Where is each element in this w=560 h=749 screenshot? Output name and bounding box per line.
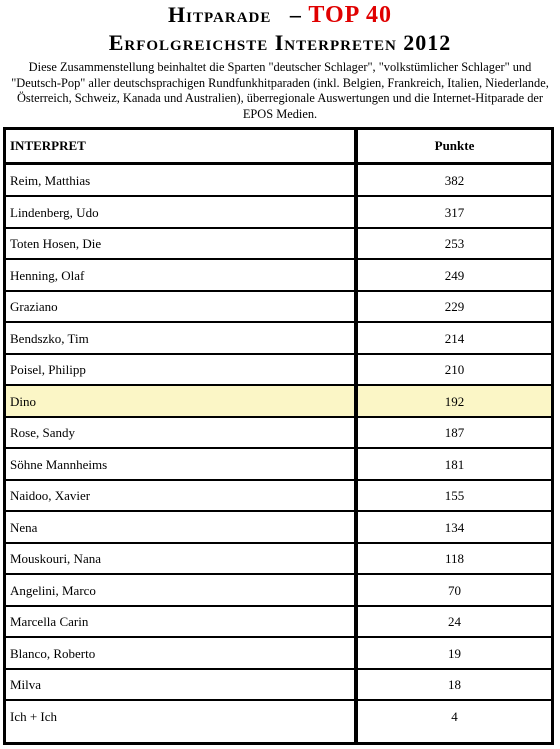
interpret-name: Lindenberg, Udo: [10, 204, 99, 220]
table-row: [6, 291, 551, 322]
interpret-name: Rose, Sandy: [10, 425, 75, 440]
table-row: [6, 449, 551, 480]
points-value: 70: [448, 582, 461, 598]
table-row: [6, 197, 551, 228]
title-dash: –: [289, 2, 302, 27]
interpret-name: Reim, Matthias: [10, 173, 91, 188]
points-value: 187: [444, 425, 465, 440]
points-value: 192: [444, 393, 465, 409]
table-row: [6, 354, 551, 385]
title-highlight: TOP 40: [308, 2, 392, 28]
table-row: [6, 606, 551, 637]
table-row: [6, 543, 551, 574]
points-value: 229: [444, 299, 465, 314]
interpret-name: Marcella Carin: [10, 614, 89, 629]
table-row: [6, 638, 551, 669]
interpret-name: Blanco, Roberto: [10, 645, 96, 661]
interpret-name: Nena: [10, 519, 38, 535]
table-header: [6, 130, 551, 163]
table-row: [6, 386, 551, 417]
points-value: 249: [444, 267, 465, 283]
column-divider: [354, 130, 358, 742]
points-value: 4: [451, 708, 458, 724]
intro-text: Diese Zusammenstellung beinhaltet die Sparten "deutscher Schlager", "volkstümlicher Schlager" und "Deutsch-Pop" aller deutschsprachigen Rundfunkhitparaden (inkl. Belgien, Frankreich, Italien, Niederlande, Österreich, Schweiz, Kanada und Australien), überregionale Auswertungen und die Internet-Hitparade der EPOS Medien.: [11, 60, 549, 121]
header-points: Punkte: [434, 138, 475, 153]
page-subtitle: Erfolgreichste Interpreten 2012: [108, 30, 452, 55]
table-row: [6, 165, 551, 196]
interpret-name: Graziano: [10, 299, 58, 314]
points-value: 253: [444, 236, 465, 251]
points-value: 118: [444, 551, 465, 566]
points-value: 24: [448, 614, 461, 629]
page-header: [0, 0, 560, 58]
interpret-name: Toten Hosen, Die: [10, 236, 102, 251]
interpret-name: Naidoo, Xavier: [10, 488, 91, 503]
table-row: [6, 323, 551, 354]
points-value: 155: [444, 488, 465, 503]
interpret-name: Henning, Olaf: [10, 267, 85, 283]
table-row: [6, 228, 551, 259]
interpret-name: Angelini, Marco: [10, 582, 96, 598]
interpret-name: Milva: [10, 677, 42, 692]
interpret-name: Dino: [10, 393, 36, 409]
interpret-name: Söhne Mannheims: [10, 456, 108, 472]
interpret-name: Mouskouri, Nana: [10, 551, 101, 566]
page-title: [0, 2, 560, 28]
header-interpret: INTERPRET: [10, 138, 86, 153]
interpret-name: Bendszko, Tim: [10, 330, 89, 346]
table-row: [6, 417, 551, 448]
points-value: 18: [448, 677, 461, 692]
table-row: [6, 512, 551, 543]
table-row: [6, 480, 551, 511]
table-row: [6, 575, 551, 606]
points-value: 317: [444, 204, 465, 220]
points-value: 134: [444, 519, 465, 535]
table-row: [6, 669, 551, 700]
interpret-name: Poisel, Philipp: [10, 362, 86, 377]
title-prefix: Hitparade: [168, 2, 272, 27]
table-row: [6, 701, 551, 732]
ranking-table: [3, 127, 554, 745]
table-row: [6, 260, 551, 291]
points-value: 210: [444, 362, 465, 377]
interpret-name: Ich + Ich: [10, 708, 58, 724]
points-value: 181: [444, 456, 465, 472]
points-value: 214: [444, 330, 465, 346]
points-value: 382: [444, 173, 465, 188]
points-value: 19: [448, 645, 461, 661]
